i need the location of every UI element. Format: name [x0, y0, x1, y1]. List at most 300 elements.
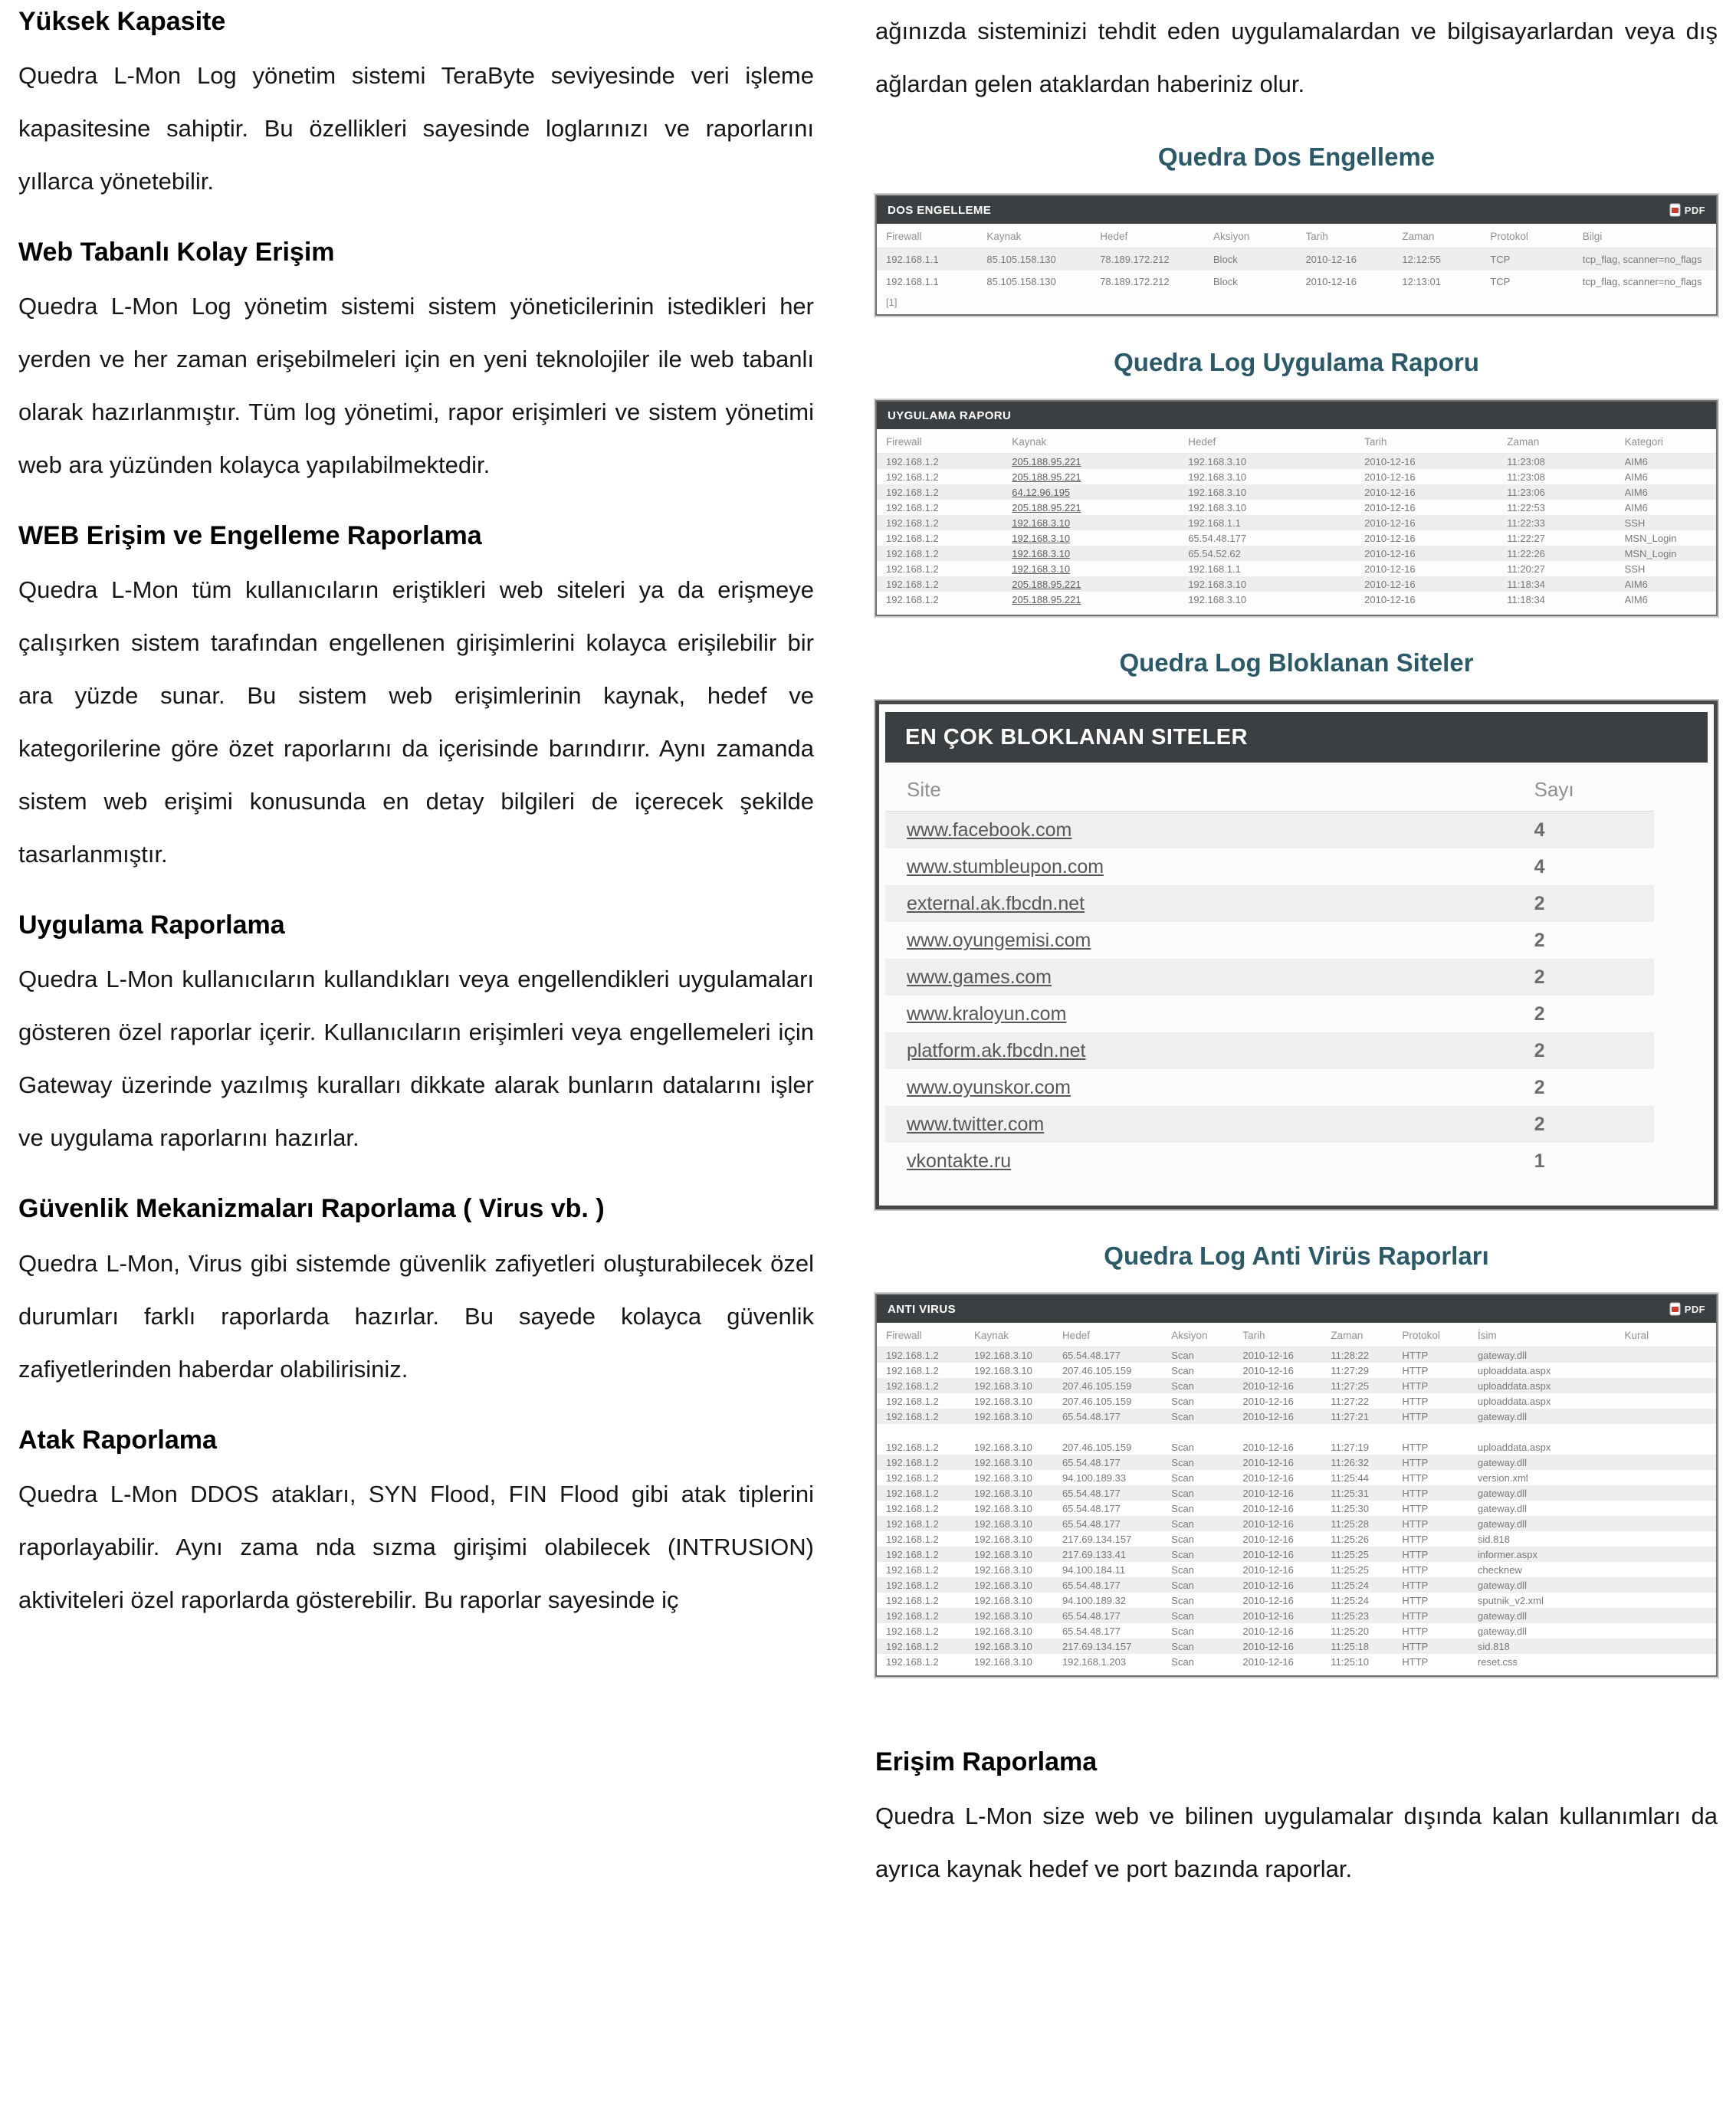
- table-cell: sputnik_v2.xml: [1477, 1594, 1544, 1606]
- paragraph-web-erisim-ve-engelleme-raporlama: Quedra L-Mon tüm kullanıcıların eriştikleri web siteleri ya da erişmeye çalışırken sistem tarafından engellenen girişimlerini kolayca erişilebilir bir ara yüzde sunar. Bu sistem web erişimlerinin kaynak, hedef ve kategorilerine göre özet raporlarını da içerisinde barındırır. Aynı zamanda sistem web erişimi konusunda en detay bilgileri de içerecek şekilde tasarlanmıştır.: [18, 576, 814, 868]
- link-cell[interactable]: www.kraloyun.com: [907, 1002, 1067, 1025]
- column-header: Tarih: [1296, 224, 1393, 248]
- table-cell: HTTP: [1402, 1502, 1429, 1514]
- table-cell: 207.46.105.159: [1062, 1441, 1132, 1453]
- table-cell: Scan: [1171, 1655, 1194, 1668]
- table-cell: 2010-12-16: [1242, 1625, 1294, 1637]
- table-cell: 192.168.3.10: [1188, 486, 1247, 498]
- table-cell: 11:26:32: [1331, 1456, 1369, 1468]
- table-row: [877, 1409, 1716, 1424]
- table-cell: 65.54.48.177: [1062, 1487, 1121, 1499]
- table-cell: 2010-12-16: [1242, 1563, 1294, 1576]
- table-row: [877, 1439, 1716, 1455]
- table-row: [877, 592, 1716, 607]
- table-cell: HTTP: [1402, 1533, 1429, 1545]
- column-header: Zaman: [1498, 429, 1615, 454]
- table-cell: 192.168.1.2: [886, 1410, 939, 1422]
- table-cell: 65.54.48.177: [1062, 1579, 1121, 1591]
- table-cell: 192.168.3.10: [973, 1594, 1032, 1606]
- table-cell: AIM6: [1624, 455, 1648, 467]
- link-cell[interactable]: 192.168.3.10: [1012, 532, 1071, 544]
- table-cell: 2: [1534, 929, 1545, 951]
- table-cell: gateway.dll: [1477, 1487, 1527, 1499]
- table-cell: Scan: [1171, 1395, 1194, 1407]
- column-header: Kategori: [1616, 429, 1716, 454]
- table-cell: 2010-12-16: [1242, 1471, 1294, 1484]
- table-cell: version.xml: [1477, 1471, 1528, 1484]
- table-cell: 192.168.1.203: [1062, 1655, 1127, 1668]
- column-header: Aksiyon: [1204, 224, 1296, 248]
- table-cell: 11:25:26: [1331, 1533, 1369, 1545]
- report-title-label: UYGULAMA RAPORU: [888, 408, 1012, 422]
- table-cell: [1616, 1623, 1716, 1639]
- link-cell[interactable]: www.twitter.com: [907, 1113, 1045, 1135]
- table-cell: 192.168.3.10: [973, 1364, 1032, 1376]
- pdf-label: PDF: [1684, 1303, 1705, 1315]
- table-cell: Scan: [1171, 1563, 1194, 1576]
- table-row: [877, 248, 1716, 271]
- table-cell: [1616, 1562, 1716, 1577]
- table-cell: 192.168.1.2: [886, 1594, 939, 1606]
- table-cell: HTTP: [1402, 1594, 1429, 1606]
- table-row: [877, 1623, 1716, 1639]
- table-row: [877, 1654, 1716, 1669]
- column-header: Kaynak: [1003, 429, 1179, 454]
- table-cell: 192.168.1.2: [886, 455, 939, 467]
- table-cell: 65.54.48.177: [1188, 532, 1247, 544]
- table-cell: 192.168.3.10: [973, 1456, 1032, 1468]
- table-cell: 2010-12-16: [1364, 563, 1416, 575]
- table-cell: 12:12:55: [1402, 254, 1441, 265]
- table-row: [877, 1485, 1716, 1501]
- table-cell: 65.54.48.177: [1062, 1625, 1121, 1637]
- table-cell: [1616, 1439, 1716, 1455]
- table-cell: 192.168.1.1: [1188, 563, 1241, 575]
- column-header: Zaman: [1321, 1323, 1393, 1347]
- left-column: [18, 5, 814, 1895]
- table-cell: 11:25:31: [1331, 1487, 1369, 1499]
- table-cell: 192.168.1.2: [886, 547, 939, 559]
- paragraph-erisim-raporlama: Quedra L-Mon size web ve bilinen uygulamalar dışında kalan kullanımları da ayrıca kaynak hedef ve port bazında raporlar.: [875, 1803, 1718, 1882]
- table-cell: 192.168.3.10: [973, 1471, 1032, 1484]
- table-cell: uploaddata.aspx: [1477, 1441, 1551, 1453]
- table-cell: 192.168.1.2: [886, 1625, 939, 1637]
- table-cell: 11:25:18: [1331, 1640, 1369, 1652]
- table-cell: 192.168.1.2: [886, 1487, 939, 1499]
- column-header: Zaman: [1393, 224, 1481, 248]
- table-anti-virus: [877, 1323, 1716, 1669]
- heading-atak-raporlama: Atak Raporlama: [18, 1425, 217, 1455]
- table-cell: HTTP: [1402, 1625, 1429, 1637]
- screenshot-uygulama-raporu: [875, 400, 1718, 616]
- table-cell: TCP: [1490, 276, 1511, 287]
- table-cell: 11:18:34: [1507, 578, 1545, 590]
- table-cell: Scan: [1171, 1548, 1194, 1560]
- table-cell: 192.168.3.10: [973, 1441, 1032, 1453]
- table-cell: informer.aspx: [1477, 1548, 1537, 1560]
- table-cell: 2: [1534, 892, 1545, 914]
- table-row: [877, 1608, 1716, 1623]
- table-cell: 12:13:01: [1402, 276, 1441, 287]
- table-cell: 2010-12-16: [1364, 471, 1416, 483]
- table-cell: 192.168.3.10: [1188, 593, 1247, 605]
- table-cell: gateway.dll: [1477, 1625, 1527, 1637]
- table-cell: 192.168.3.10: [973, 1625, 1032, 1637]
- table-cell: [1616, 1470, 1716, 1485]
- link-cell[interactable]: www.stumbleupon.com: [907, 855, 1104, 878]
- table-cell: 2: [1534, 1113, 1545, 1135]
- table-cell: 2010-12-16: [1364, 501, 1416, 513]
- screenshot-seam: [877, 1424, 1716, 1439]
- table-cell: SSH: [1624, 563, 1646, 575]
- link-cell[interactable]: platform.ak.fbcdn.net: [907, 1039, 1086, 1061]
- table-cell: HTTP: [1402, 1563, 1429, 1576]
- table-cell: 192.168.1.2: [886, 1640, 939, 1652]
- table-cell: 78.189.172.212: [1100, 276, 1170, 287]
- paragraph-guvenlik-mekanizmalari-raporlama: Quedra L-Mon, Virus gibi sistemde güvenlik zafiyetleri oluşturabilecek özel durumları farklı raporlarda hazırlar. Bu sayede kolayca güvenlik zafiyetlerinden haberdar olabilirisiniz.: [18, 1249, 814, 1383]
- table-cell: HTTP: [1402, 1349, 1429, 1361]
- table-cell: 2: [1534, 1002, 1545, 1025]
- table-cell: 192.168.3.10: [973, 1487, 1032, 1499]
- table-cell: 192.168.1.2: [886, 1533, 939, 1545]
- table-row: [877, 1501, 1716, 1516]
- table-cell: 192.168.1.1: [886, 276, 939, 287]
- table-cell: SSH: [1624, 517, 1646, 529]
- column-header: Protokol: [1393, 1323, 1469, 1347]
- table-header-row: [885, 763, 1654, 812]
- table-cell: 1: [1534, 1150, 1545, 1172]
- pdf-export-button[interactable]: [1669, 203, 1705, 217]
- heading-web-erisim-ve-engelleme-raporlama: WEB Erişim ve Engelleme Raporlama: [18, 521, 482, 551]
- link-cell[interactable]: external.ak.fbcdn.net: [907, 892, 1085, 914]
- table-cell: 192.168.1.2: [886, 1471, 939, 1484]
- table-cell: Scan: [1171, 1609, 1194, 1622]
- table-cell: 192.168.3.10: [973, 1533, 1032, 1545]
- report-title-bar: [877, 196, 1716, 224]
- table-cell: 11:28:22: [1331, 1349, 1369, 1361]
- table-cell: Scan: [1171, 1471, 1194, 1484]
- table-cell: 192.168.1.2: [886, 1395, 939, 1407]
- table-header-row: [877, 429, 1716, 454]
- table-cell: TCP: [1490, 254, 1511, 265]
- table-cell: 11:23:06: [1507, 486, 1545, 498]
- figure-title-anti-virus: Quedra Log Anti Virüs Raporları: [1104, 1242, 1489, 1270]
- table-cell: uploaddata.aspx: [1477, 1380, 1551, 1392]
- table-cell: 192.168.1.2: [886, 1609, 939, 1622]
- table-cell: 11:27:29: [1331, 1364, 1369, 1376]
- table-cell: Scan: [1171, 1410, 1194, 1422]
- link-cell[interactable]: 64.12.96.195: [1012, 486, 1071, 498]
- table-cell: Scan: [1171, 1533, 1194, 1545]
- table-cell: gateway.dll: [1477, 1517, 1527, 1530]
- table-cell: 192.168.1.2: [886, 486, 939, 498]
- table-header-row: [877, 224, 1716, 248]
- table-cell: Scan: [1171, 1579, 1194, 1591]
- table-cell: Scan: [1171, 1487, 1194, 1499]
- paragraph-intro-ataklar: ağınızda sisteminizi tehdit eden uygulamalardan ve bilgisayarlardan veya dış ağlardan gelen ataklardan haberiniz olur.: [875, 18, 1718, 97]
- table-cell: gateway.dll: [1477, 1410, 1527, 1422]
- table-cell: 207.46.105.159: [1062, 1395, 1132, 1407]
- table-row: [877, 515, 1716, 530]
- table-cell: AIM6: [1624, 578, 1648, 590]
- table-cell: 192.168.3.10: [973, 1395, 1032, 1407]
- table-cell: 2010-12-16: [1305, 254, 1357, 265]
- table-cell: HTTP: [1402, 1640, 1429, 1652]
- table-cell: 94.100.184.11: [1062, 1563, 1126, 1576]
- table-cell: HTTP: [1402, 1364, 1429, 1376]
- table-row: [877, 500, 1716, 515]
- table-cell: HTTP: [1402, 1609, 1429, 1622]
- link-cell[interactable]: www.facebook.com: [907, 819, 1072, 841]
- table-cell: 192.168.3.10: [973, 1349, 1032, 1361]
- table-cell: 192.168.3.10: [973, 1380, 1032, 1392]
- table-cell: uploaddata.aspx: [1477, 1364, 1551, 1376]
- table-cell: AIM6: [1624, 486, 1648, 498]
- table-row: [877, 1347, 1716, 1363]
- table-cell: MSN_Login: [1624, 547, 1677, 559]
- table-cell: 94.100.189.33: [1062, 1471, 1127, 1484]
- table-cell: HTTP: [1402, 1380, 1429, 1392]
- table-cell: 2010-12-16: [1242, 1502, 1294, 1514]
- link-cell[interactable]: 192.168.3.10: [1012, 547, 1071, 559]
- link-cell[interactable]: 205.188.95.221: [1012, 501, 1081, 513]
- table-cell: 11:27:25: [1331, 1380, 1369, 1392]
- table-cell: [1616, 1593, 1716, 1608]
- table-cell: AIM6: [1624, 501, 1648, 513]
- table-cell: 2010-12-16: [1242, 1380, 1294, 1392]
- table-uygulama-raporu: [877, 429, 1716, 607]
- table-row: [877, 484, 1716, 500]
- pdf-icon: [1669, 1302, 1681, 1316]
- column-header: Kaynak: [965, 1323, 1053, 1347]
- column-header: Tarih: [1233, 1323, 1321, 1347]
- table-cell: Scan: [1171, 1441, 1194, 1453]
- table-cell: HTTP: [1402, 1395, 1429, 1407]
- table-row: [877, 1393, 1716, 1409]
- table-cell: 2010-12-16: [1242, 1655, 1294, 1668]
- paragraph-yuksek-kapasite: Quedra L-Mon Log yönetim sistemi TeraByte seviyesinde veri işleme kapasitesine sahiptir. Bu özellikleri sayesinde loglarınızı ve raporlarını yıllarca yönetebilir.: [18, 62, 814, 195]
- table-cell: 11:25:25: [1331, 1563, 1369, 1576]
- table-row: [885, 959, 1654, 996]
- table-cell: HTTP: [1402, 1487, 1429, 1499]
- table-cell: Scan: [1171, 1625, 1194, 1637]
- figure-bloklanan-siteler: [875, 648, 1718, 1209]
- table-cell: [1616, 1577, 1716, 1593]
- table-cell: 65.54.48.177: [1062, 1502, 1121, 1514]
- table-cell: Block: [1213, 276, 1238, 287]
- table-cell: 2010-12-16: [1364, 547, 1416, 559]
- table-row: [885, 996, 1654, 1032]
- table-row: [877, 1639, 1716, 1654]
- table-row: [885, 1106, 1654, 1143]
- pdf-export-button[interactable]: [1669, 1302, 1705, 1316]
- table-cell: 192.168.1.2: [886, 593, 939, 605]
- table-cell: tcp_flag, scanner=no_flags: [1582, 254, 1702, 265]
- table-row: [885, 812, 1654, 849]
- column-header: Firewall: [877, 224, 977, 248]
- table-cell: 192.168.1.2: [886, 517, 939, 529]
- screenshot-bloklanan-siteler: [875, 700, 1718, 1209]
- table-cell: [1616, 1393, 1716, 1409]
- table-cell: gateway.dll: [1477, 1609, 1527, 1622]
- link-cell[interactable]: 205.188.95.221: [1012, 593, 1081, 605]
- table-cell: 2010-12-16: [1364, 455, 1416, 467]
- table-row: [877, 1455, 1716, 1470]
- heading-web-tabanli-kolay-erisim: Web Tabanlı Kolay Erişim: [18, 238, 335, 267]
- table-row: [885, 848, 1654, 885]
- table-cell: 4: [1534, 855, 1545, 878]
- link-cell[interactable]: 205.188.95.221: [1012, 471, 1081, 483]
- table-cell: 2010-12-16: [1242, 1579, 1294, 1591]
- table-cell: [1616, 1455, 1716, 1470]
- column-header: Hedef: [1091, 224, 1204, 248]
- table-cell: 11:25:30: [1331, 1502, 1369, 1514]
- table-cell: 192.168.3.10: [973, 1655, 1032, 1668]
- table-cell: Scan: [1171, 1349, 1194, 1361]
- table-cell: Block: [1213, 254, 1238, 265]
- column-header: Tarih: [1355, 429, 1498, 454]
- table-cell: 192.168.3.10: [1188, 501, 1247, 513]
- table-cell: 65.54.48.177: [1062, 1609, 1121, 1622]
- table-cell: sid.818: [1477, 1533, 1510, 1545]
- table-cell: Scan: [1171, 1502, 1194, 1514]
- table-cell: HTTP: [1402, 1441, 1429, 1453]
- link-cell[interactable]: www.games.com: [907, 966, 1052, 988]
- table-cell: 192.168.1.2: [886, 578, 939, 590]
- table-cell: 11:23:08: [1507, 471, 1545, 483]
- table-cell: 192.168.3.10: [1188, 471, 1247, 483]
- heading-erisim-raporlama: Erişim Raporlama: [875, 1747, 1098, 1776]
- table-cell: 2010-12-16: [1242, 1456, 1294, 1468]
- table-cell: 207.46.105.159: [1062, 1380, 1132, 1392]
- table-cell: 192.168.3.10: [973, 1563, 1032, 1576]
- table-cell: [1616, 1501, 1716, 1516]
- column-header: Firewall: [877, 1323, 965, 1347]
- table-cell: gateway.dll: [1477, 1349, 1527, 1361]
- table-cell: 192.168.3.10: [973, 1502, 1032, 1514]
- column-header: Kural: [1616, 1323, 1716, 1347]
- table-cell: Scan: [1171, 1594, 1194, 1606]
- screenshot-dos-engelleme: [875, 195, 1718, 316]
- column-header: İsim: [1469, 1323, 1616, 1347]
- table-cell: 65.54.48.177: [1062, 1517, 1121, 1530]
- link-cell[interactable]: www.oyunskor.com: [907, 1076, 1071, 1098]
- table-cell: HTTP: [1402, 1655, 1429, 1668]
- table-bloklanan-siteler: [885, 763, 1654, 1179]
- link-cell[interactable]: 205.188.95.221: [1012, 578, 1081, 590]
- report-title-bar: [877, 1295, 1716, 1323]
- table-cell: [1616, 1531, 1716, 1547]
- figure-title-uygulama-raporu: Quedra Log Uygulama Raporu: [1114, 348, 1479, 376]
- table-cell: 2010-12-16: [1242, 1441, 1294, 1453]
- table-cell: [1616, 1516, 1716, 1531]
- table-cell: 192.168.1.2: [886, 1456, 939, 1468]
- table-cell: 11:25:25: [1331, 1548, 1369, 1560]
- table-cell: HTTP: [1402, 1579, 1429, 1591]
- link-cell[interactable]: 205.188.95.221: [1012, 455, 1081, 467]
- table-cell: HTTP: [1402, 1471, 1429, 1484]
- table-cell: 11:27:21: [1331, 1410, 1369, 1422]
- table-cell: [1616, 1485, 1716, 1501]
- table-row: [877, 1470, 1716, 1485]
- table-cell: [1616, 1639, 1716, 1654]
- heading-uygulama-raporlama: Uygulama Raporlama: [18, 910, 285, 940]
- table-cell: 2010-12-16: [1364, 532, 1416, 544]
- column-header: Hedef: [1053, 1323, 1162, 1347]
- table-cell: 217.69.134.157: [1062, 1533, 1132, 1545]
- table-cell: 11:25:24: [1331, 1579, 1369, 1591]
- table-row: [877, 530, 1716, 546]
- table-cell: [1616, 1347, 1716, 1363]
- figure-title-bloklanan-siteler: Quedra Log Bloklanan Siteler: [1119, 648, 1474, 677]
- table-cell: 2010-12-16: [1242, 1548, 1294, 1560]
- table-cell: 2010-12-16: [1242, 1487, 1294, 1499]
- table-row: [877, 1363, 1716, 1378]
- pdf-label: PDF: [1684, 204, 1705, 216]
- figure-uygulama-raporu: [875, 348, 1718, 616]
- link-cell[interactable]: www.oyungemisi.com: [907, 929, 1091, 951]
- table-cell: 2: [1534, 966, 1545, 988]
- link-cell[interactable]: 192.168.3.10: [1012, 517, 1071, 529]
- table-cell: 192.168.1.2: [886, 1563, 939, 1576]
- table-cell: 65.54.48.177: [1062, 1410, 1121, 1422]
- figure-anti-virus: [875, 1242, 1718, 1677]
- table-cell: 2010-12-16: [1242, 1410, 1294, 1422]
- table-cell: gateway.dll: [1477, 1579, 1527, 1591]
- table-cell: 192.168.3.10: [1188, 578, 1247, 590]
- table-cell: 192.168.1.2: [886, 1655, 939, 1668]
- table-cell: 78.189.172.212: [1100, 254, 1170, 265]
- table-cell: 2010-12-16: [1364, 486, 1416, 498]
- table-cell: 11:22:27: [1507, 532, 1545, 544]
- table-cell: 192.168.3.10: [973, 1640, 1032, 1652]
- table-cell: [1616, 1608, 1716, 1623]
- table-cell: 11:18:34: [1507, 593, 1545, 605]
- table-cell: 11:23:08: [1507, 455, 1545, 467]
- table-cell: 2010-12-16: [1242, 1609, 1294, 1622]
- table-row: [877, 469, 1716, 484]
- table-cell: 192.168.1.2: [886, 563, 939, 575]
- table-cell: 94.100.189.32: [1062, 1594, 1127, 1606]
- table-cell: 192.168.1.2: [886, 1441, 939, 1453]
- table-row: [877, 1378, 1716, 1393]
- table-cell: 11:25:20: [1331, 1625, 1369, 1637]
- table-cell: 192.168.3.10: [1188, 455, 1247, 467]
- table-cell: 11:25:28: [1331, 1517, 1369, 1530]
- link-cell[interactable]: vkontakte.ru: [907, 1150, 1012, 1172]
- table-cell: AIM6: [1624, 593, 1648, 605]
- link-cell[interactable]: 192.168.3.10: [1012, 563, 1071, 575]
- table-cell: 192.168.3.10: [973, 1579, 1032, 1591]
- paragraph-uygulama-raporlama: Quedra L-Mon kullanıcıların kullandıkları veya engellendikleri uygulamaları gösteren özel raporlar içerir. Kullanıcıların erişimleri veya engellemeleri için Gateway üzerinde yazılmış kuralları dikkate alarak bunların datalarını işler ve uygulama raporlarını hazırlar.: [18, 966, 814, 1152]
- report-title-bar: [885, 712, 1708, 763]
- paragraph-web-tabanli-kolay-erisim: Quedra L-Mon Log yönetim sistemi sistem yöneticilerinin istedikleri her yerden ve her zaman erişebilmeleri için en yeni teknolojiler ile web tabanlı olarak hazırlanmıştır. Tüm log yönetimi, rapor erişimleri ve sistem yönetimi web ara yüzünden kolayca yapılabilmektedir.: [18, 293, 814, 479]
- table-cell: 192.168.1.2: [886, 532, 939, 544]
- pagination-indicator[interactable]: [1]: [886, 297, 898, 308]
- table-cell: 217.69.134.157: [1062, 1640, 1132, 1652]
- table-row: [885, 1069, 1654, 1106]
- table-row: [877, 1577, 1716, 1593]
- table-cell: 2010-12-16: [1242, 1349, 1294, 1361]
- table-row: [885, 922, 1654, 959]
- table-cell: 11:25:24: [1331, 1594, 1369, 1606]
- report-title-label: DOS ENGELLEME: [888, 203, 992, 217]
- table-cell: HTTP: [1402, 1410, 1429, 1422]
- table-cell: 192.168.1.1: [1188, 517, 1241, 529]
- table-cell: sid.818: [1477, 1640, 1510, 1652]
- table-cell: 2010-12-16: [1364, 593, 1416, 605]
- table-cell: 11:27:22: [1331, 1395, 1369, 1407]
